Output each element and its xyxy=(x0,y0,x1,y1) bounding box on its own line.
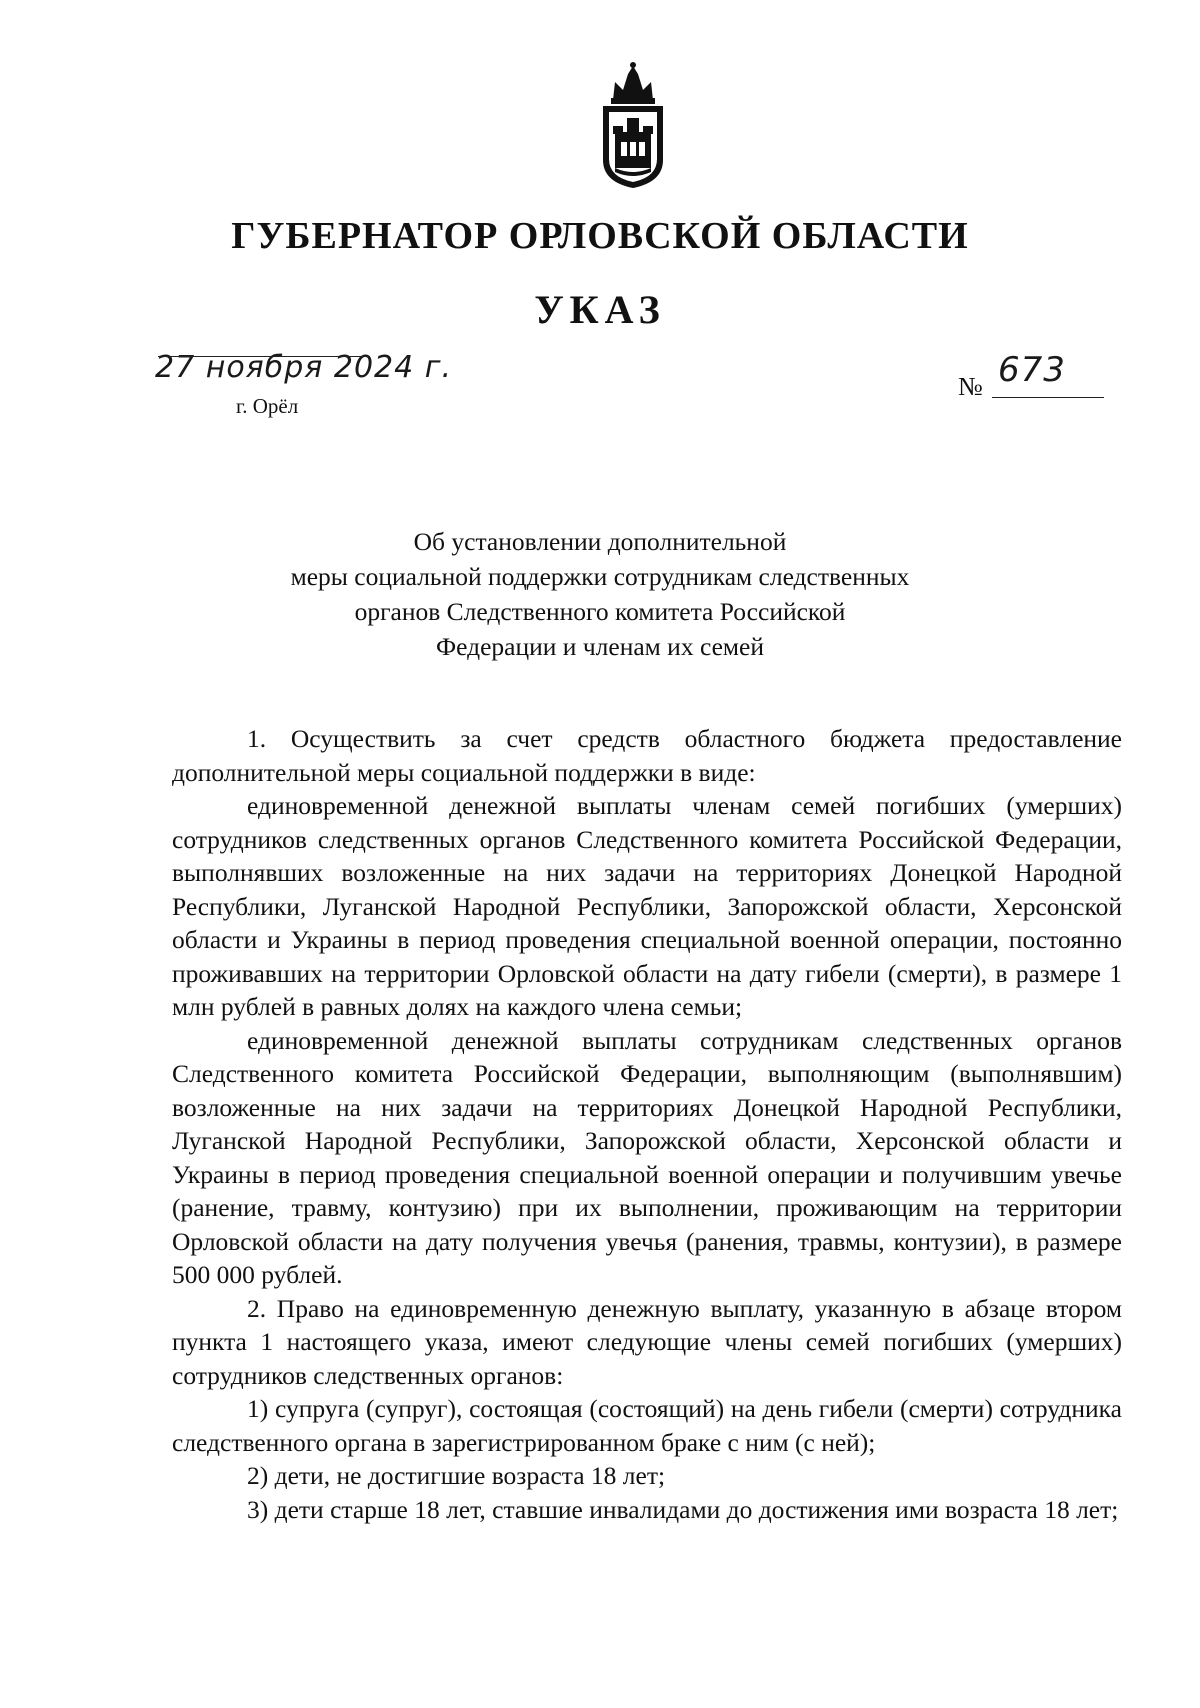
document-type: УКАЗ xyxy=(534,287,666,332)
paragraph-subitem-1: 1) супруга (супруг), состоящая (состоящий) на день гибели (смерти) сотрудника следственного органа в зарегистрированном браке с ним (с ней); xyxy=(172,1394,1122,1457)
paragraph-item-2: 2. Право на единовременную денежную выплату, указанную в абзаце втором пункта 1 настоящего указа, имеют следующие члены семей погибших (умерших) сотрудников следственных органов: xyxy=(172,1293,1122,1390)
title-line: Об установлении дополнительной xyxy=(413,527,787,556)
title-line: Федерации и членам их семей xyxy=(436,632,764,661)
title-line: меры социальной поддержки сотрудникам следственных xyxy=(290,562,910,591)
paragraph-item-1: 1. Осуществить за счет средств областного бюджета предоставление дополнительной меры социальной поддержки в виде: xyxy=(172,724,1122,787)
issuing-authority: ГУБЕРНАТОР ОРЛОВСКОЙ ОБЛАСТИ xyxy=(231,215,969,257)
coat-of-arms-emblem xyxy=(585,60,681,190)
date-underline xyxy=(158,356,370,357)
title-line: органов Следственного комитета Российской xyxy=(354,597,846,626)
number-label: № xyxy=(958,372,983,401)
decree-body xyxy=(172,722,1122,1526)
paragraph-subitem-3: 3) дети старше 18 лет, ставшие инвалидами до достижения ими возраста 18 лет; xyxy=(247,1494,1119,1524)
paragraph-payment-injured: единовременной денежной выплаты сотрудникам следственных органов Следственного комитета Российской Федерации, выполняющим (выполнявшим) возложенные на них задачи на территориях Донецкой Народной Республики, Луганской Народной Республики, Запорожской области, Херсонской области и Украины в период проведения специальной военной операции и получившим увечье (ранение, травму, контузию) при их выполнении, проживающим на территории Орловской области на дату получения увечья (ранения, травмы, контузии), в размере 500 000 рублей. xyxy=(172,1025,1122,1289)
number-underline xyxy=(992,397,1104,398)
paragraph-subitem-2: 2) дети, не достигшие возраста 18 лет; xyxy=(247,1461,666,1490)
paragraph-payment-families: единовременной денежной выплаты членам семей погибших (умерших) сотрудников следственных органов Следственного комитета Российской Федерации, выполнявших возложенные на них задачи на территориях Донецкой Народной Республики, Луганской Народной Республики, Запорожской области, Херсонской области и Украины в период проведения специальной военной операции, постоянно проживавших на территории Орловской области на дату гибели (смерти), в размере 1 млн рублей в равных долях на каждого члена семьи; xyxy=(172,791,1122,1021)
handwritten-date: 27 ноября 2024 г. xyxy=(155,350,453,385)
decree-title xyxy=(200,524,1000,664)
handwritten-number: 673 xyxy=(998,350,1066,390)
place-of-issue: г. Орёл xyxy=(236,394,299,418)
